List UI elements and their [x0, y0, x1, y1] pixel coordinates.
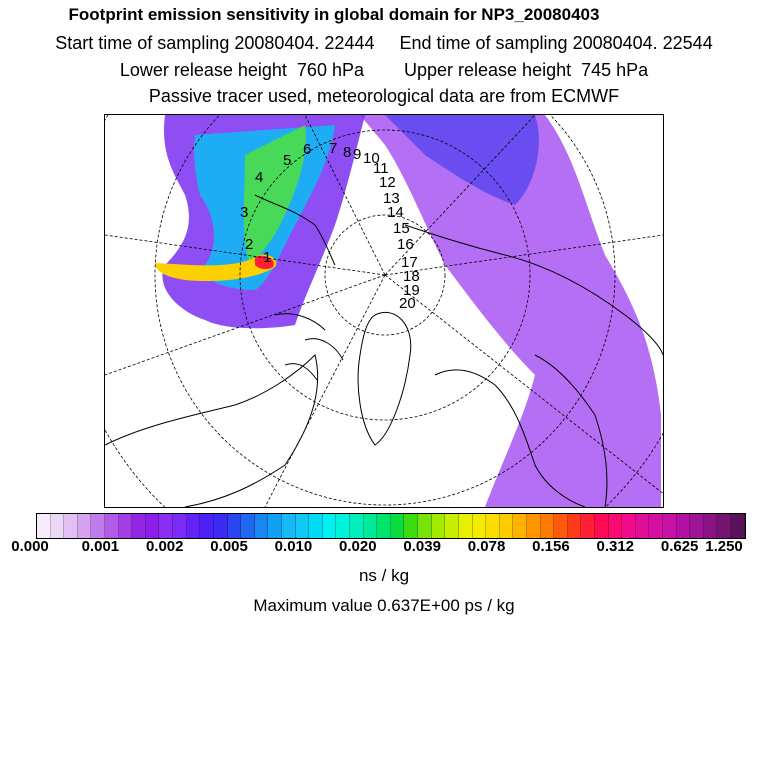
colorbar-tick: 0.078 [467, 538, 506, 555]
colorbar-segment [350, 514, 364, 538]
colorbar-segment [527, 514, 541, 538]
trajectory-label: 3 [240, 204, 249, 221]
colorbar-segment [445, 514, 459, 538]
colorbar-segment [255, 514, 269, 538]
colorbar-segment [132, 514, 146, 538]
colorbar-segment [282, 514, 296, 538]
colorbar-segment [268, 514, 282, 538]
colorbar-segment [105, 514, 119, 538]
trajectory-label: 9 [353, 146, 362, 163]
trajectory-label: 19 [403, 282, 420, 299]
colorbar-segment [513, 514, 527, 538]
colorbar-tick: 0.005 [210, 538, 248, 555]
colorbar-segment [432, 514, 446, 538]
colorbar-segment [649, 514, 663, 538]
colorbar-segment [404, 514, 418, 538]
footprint-map [104, 114, 664, 508]
trajectory-label: 17 [401, 254, 418, 271]
model-description: Passive tracer used, meteorological data are from ECMWF [148, 86, 620, 106]
colorbar-tick: 0.010 [274, 538, 313, 555]
colorbar-segment [323, 514, 337, 538]
trajectory-label: 14 [387, 204, 404, 221]
coastline-north-america [105, 355, 318, 507]
figure-title: Footprint emission sensitivity in global domain for NP3_20080403 [68, 5, 600, 24]
colorbar-segment [228, 514, 242, 538]
trajectory-label: 20 [399, 295, 416, 312]
colorbar-segment [609, 514, 623, 538]
maximum-value-label: Maximum value 0.637E+00 ps / kg [253, 596, 515, 615]
trajectory-label: 12 [379, 174, 396, 191]
colorbar-segment [241, 514, 255, 538]
colorbar [36, 513, 746, 539]
release-heights: Lower release height 760 hPa Upper release height 745 hPa [119, 60, 649, 80]
trajectory-label: 18 [403, 268, 420, 285]
colorbar-segment [690, 514, 704, 538]
colorbar-tick: 0.020 [339, 538, 377, 555]
colorbar-segment [622, 514, 636, 538]
colorbar-segment [336, 514, 350, 538]
colorbar-segment [486, 514, 500, 538]
colorbar-segment [459, 514, 473, 538]
colorbar-segment [581, 514, 595, 538]
colorbar-segment [595, 514, 609, 538]
colorbar-segment [663, 514, 677, 538]
colorbar-segment [704, 514, 718, 538]
colorbar-segment [377, 514, 391, 538]
colorbar-tick: 0.001 [81, 538, 120, 555]
colorbar-segment [64, 514, 78, 538]
colorbar-tick: 0.312 [596, 538, 635, 555]
colorbar-segment [296, 514, 310, 538]
colorbar-tick: 0.000 [11, 538, 49, 555]
trajectory-label: 7 [329, 140, 338, 157]
colorbar-segment [309, 514, 323, 538]
colorbar-tick: 0.002 [145, 538, 184, 555]
colorbar-segment [636, 514, 650, 538]
colorbar-segment [200, 514, 214, 538]
colorbar-segment [159, 514, 173, 538]
colorbar-segment [119, 514, 133, 538]
trajectory-label: 4 [255, 169, 264, 186]
trajectory-label: 2 [245, 236, 254, 253]
trajectory-label: 6 [303, 141, 312, 158]
trajectory-label: 11 [373, 160, 389, 177]
colorbar-segment [418, 514, 432, 538]
colorbar-segment [391, 514, 405, 538]
trajectory-label: 5 [283, 152, 292, 169]
colorbar-segment [146, 514, 160, 538]
colorbar-segment [500, 514, 514, 538]
colorbar-segment [173, 514, 187, 538]
colorbar-tick: 0.625 [660, 538, 699, 555]
colorbar-segment [187, 514, 201, 538]
colorbar-segment [541, 514, 555, 538]
colorbar-tick: 0.039 [403, 538, 441, 555]
trajectory-label: 1 [263, 249, 272, 266]
colorbar-segment [473, 514, 487, 538]
colorbar-segment [554, 514, 568, 538]
colorbar-segment [37, 514, 51, 538]
colorbar-tick: 0.156 [532, 538, 570, 555]
colorbar-unit: ns / kg [358, 566, 410, 585]
trajectory-label: 16 [397, 236, 414, 253]
colorbar-segment [717, 514, 731, 538]
colorbar-segment [731, 514, 745, 538]
colorbar-segment [78, 514, 92, 538]
colorbar-segment [91, 514, 105, 538]
colorbar-segment [214, 514, 228, 538]
trajectory-label: 10 [363, 150, 380, 167]
colorbar-tick: 1.250 [705, 538, 743, 555]
trajectory-label: 15 [393, 220, 410, 237]
colorbar-segment [568, 514, 582, 538]
trajectory-label: 8 [343, 144, 352, 161]
colorbar-segment [677, 514, 691, 538]
sampling-times: Start time of sampling 20080404. 22444 End time of sampling 20080404. 22544 [55, 33, 713, 53]
colorbar-segment [364, 514, 378, 538]
trajectory-label: 13 [383, 190, 400, 207]
map-canvas [105, 115, 663, 507]
colorbar-segment [51, 514, 65, 538]
